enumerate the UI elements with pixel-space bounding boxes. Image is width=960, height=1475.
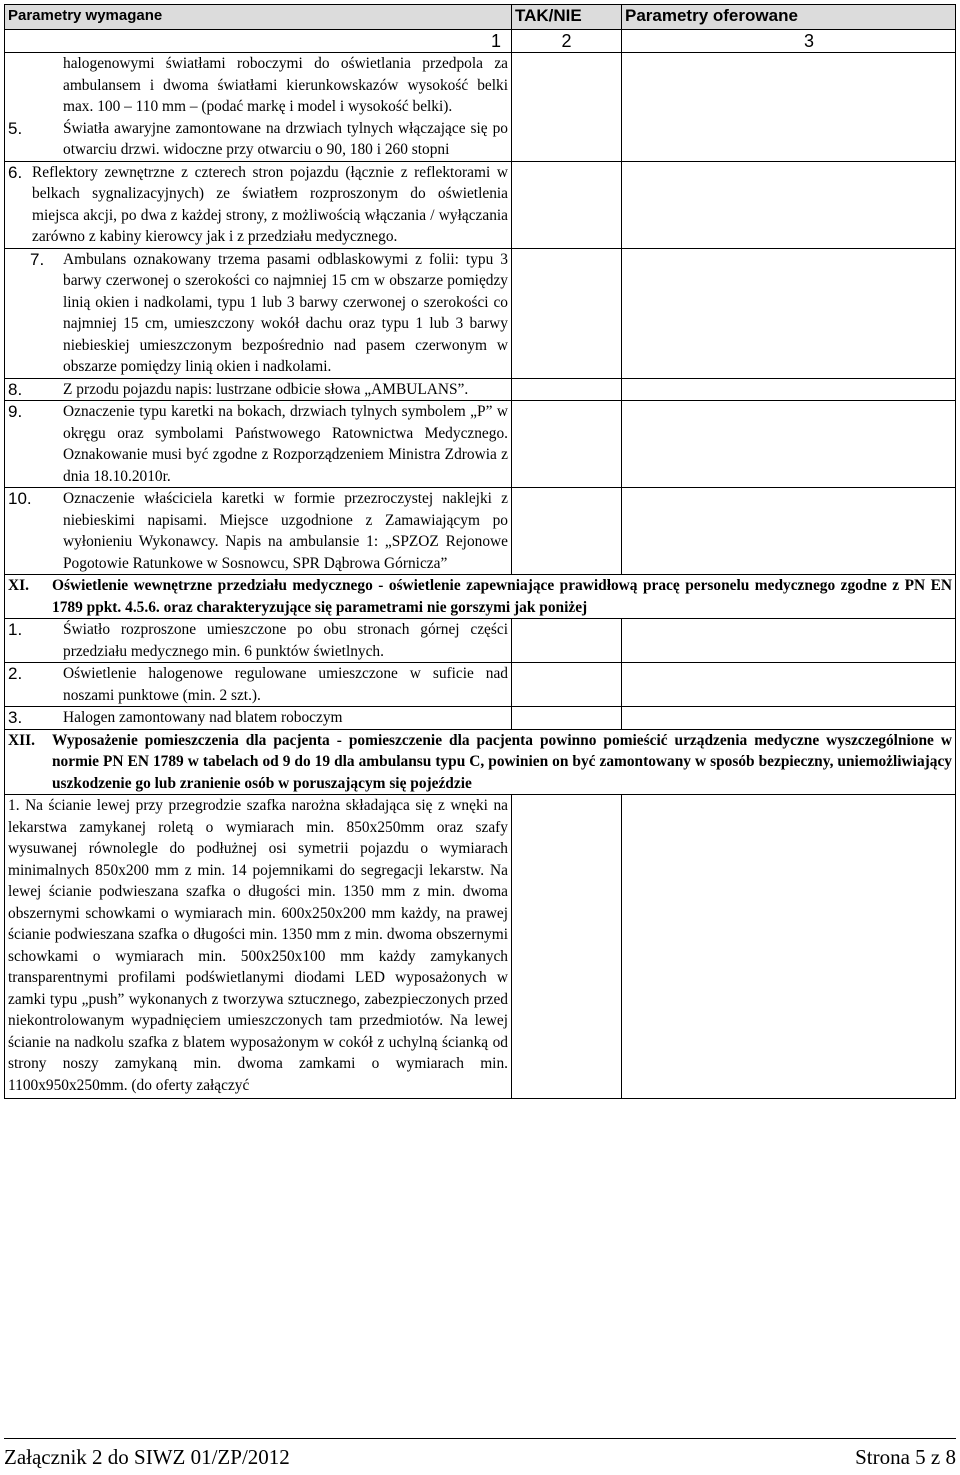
item-text: Z przodu pojazdu napis: lustrzane odbicie słowa „AMBULANS”. bbox=[63, 380, 469, 398]
requirement-cell bbox=[5, 161, 512, 248]
section-heading bbox=[8, 575, 952, 618]
item-text: Światło rozproszone umieszczone po obu stronach górnej części przedziału medycznego min. 6 punktów świetlnych. bbox=[63, 621, 508, 660]
yes-no-cell[interactable] bbox=[512, 663, 622, 707]
yes-no-cell[interactable] bbox=[512, 707, 622, 730]
table-header-row bbox=[5, 5, 956, 30]
list-item bbox=[8, 249, 508, 378]
list-item bbox=[8, 707, 508, 729]
yes-no-cell[interactable] bbox=[512, 401, 622, 488]
offered-cell[interactable] bbox=[622, 619, 956, 663]
yes-no-cell[interactable] bbox=[512, 53, 622, 162]
header-required-params: Parametry wymagane bbox=[5, 5, 512, 30]
section-heading-xi bbox=[5, 575, 956, 619]
table-row bbox=[5, 53, 956, 162]
section-number: XII. bbox=[8, 731, 35, 749]
requirement-cell bbox=[5, 663, 512, 707]
table-row bbox=[5, 663, 956, 707]
requirement-cell bbox=[5, 53, 512, 162]
section-number: XI. bbox=[8, 577, 29, 594]
table-row bbox=[5, 795, 956, 1099]
column-number-row bbox=[5, 30, 956, 53]
table-row bbox=[5, 161, 956, 248]
section-title: Oświetlenie wewnętrzne przedziału medycznego - oświetlenie zapewniające prawidłową pracę personelu medycznego zgodne z PN EN 1789 ppkt. 4.5.6. oraz charakteryzujące się parametrami nie gorszymi jak poniżej bbox=[52, 577, 952, 616]
header-offered-params: Parametry oferowane bbox=[622, 5, 956, 30]
list-item bbox=[8, 53, 508, 118]
list-item bbox=[8, 663, 508, 706]
section-row bbox=[5, 575, 956, 619]
item-number: 5. bbox=[8, 118, 23, 138]
footer-document-ref: Załącznik 2 do SIWZ 01/ZP/2012 bbox=[4, 1444, 290, 1469]
yes-no-cell[interactable] bbox=[512, 161, 622, 248]
offered-cell[interactable] bbox=[622, 378, 956, 401]
offered-cell[interactable] bbox=[622, 707, 956, 730]
offered-cell[interactable] bbox=[622, 161, 956, 248]
list-item bbox=[8, 379, 508, 401]
requirement-cell bbox=[5, 401, 512, 488]
requirement-cell bbox=[5, 619, 512, 663]
item-text: Halogen zamontowany nad blatem roboczym bbox=[63, 709, 343, 726]
specification-table bbox=[4, 4, 956, 1099]
yes-no-cell[interactable] bbox=[512, 248, 622, 378]
requirement-cell bbox=[5, 488, 512, 575]
table-row bbox=[5, 488, 956, 575]
list-item bbox=[8, 162, 508, 248]
section-heading bbox=[8, 730, 952, 795]
table-row bbox=[5, 707, 956, 730]
item-text: Oznaczenie typu karetki na bokach, drzwiach tylnych symbolem „P” w okręgu oraz symbolami Państwowego Ratownictwa Medycznego. Oznakowanie musi być zgodne z Rozporządzeniem Ministra Zdrowia z dnia 18.10.2010r. bbox=[63, 403, 508, 485]
list-item bbox=[8, 795, 508, 1096]
column-number-2: 2 bbox=[512, 30, 622, 53]
offered-cell[interactable] bbox=[622, 488, 956, 575]
item-text: 1. Na ścianie lewej przy przegrodzie szafka narożna składająca się z wnęki na lekarstwa zamykanej roletą o wymiarach min. 850x250mm oraz szafy wysuwanej równolegle do podłużnej osi symetrii pojazdu o wymiarach minimalnych 850x200 mm z min. 14 pojemnikami do segregacji lekarstw. Na lewej ścianie podwieszana szafka o długości min. 1350 mm z min. dwoma obszernymi schowkami o wymiarach min. 600x250x200 mm każdy, na prawej ścianie podwieszana szafka o długości min. 1350 mm z min. dwoma obszernymi schowkami o wymiarach min. 500x250x100 mm każdy zamykanych transparentnymi profilami podświetlanymi diodami LED wyposażonych w zamki typu „push” wykonanych z tworzywa sztucznego, zabezpieczonych przed niekontrolowanym wypadnięciem umieszczonych tam przedmiotów. Na lewej ścianie na nadkolu szafka z blatem wyposażonym w cokół z uchylną ścianką od strony noszy zamykaną min. dwoma zamkami o wymiarach min. 1100x950x250mm. (do oferty załączyć bbox=[8, 797, 508, 1094]
column-number-1: 1 bbox=[5, 30, 512, 53]
item-number: 8. bbox=[8, 379, 23, 399]
offered-cell[interactable] bbox=[622, 248, 956, 378]
offered-cell[interactable] bbox=[622, 795, 956, 1099]
section-row bbox=[5, 729, 956, 795]
table-row bbox=[5, 401, 956, 488]
header-yes-no: TAK/NIE bbox=[512, 5, 622, 30]
table-row bbox=[5, 248, 956, 378]
item-number: 6. bbox=[8, 162, 23, 182]
table-row bbox=[5, 619, 956, 663]
column-number-3: 3 bbox=[622, 30, 956, 53]
list-item bbox=[8, 118, 508, 161]
footer-page-number: Strona 5 z 8 bbox=[855, 1444, 956, 1469]
offered-cell[interactable] bbox=[622, 53, 956, 162]
requirement-cell bbox=[5, 795, 512, 1099]
item-number: 2. bbox=[8, 664, 23, 683]
item-text: Ambulans oznakowany trzema pasami odblaskowymi z folii: typu 3 barwy czerwonej o szerokości co najmniej 15 cm w obszarze pomiędzy linią okien i nadkolami, typu 1 lub 3 barwy czerwonej o szerokości co najmniej 15 cm, umieszczony wokół dachu oraz typu 1 lub 3 barwy niebieskiej umieszczonym bezpośrednio nad pasem czerwonym w obszarze pomiędzy linią okien i nadkolami. bbox=[63, 250, 508, 375]
requirement-cell bbox=[5, 707, 512, 730]
requirement-cell bbox=[5, 248, 512, 378]
yes-no-cell[interactable] bbox=[512, 795, 622, 1099]
list-item bbox=[8, 619, 508, 662]
requirement-cell bbox=[5, 378, 512, 401]
item-number: 9. bbox=[8, 402, 23, 421]
item-number: 10. bbox=[8, 489, 32, 508]
yes-no-cell[interactable] bbox=[512, 619, 622, 663]
section-heading-xii bbox=[5, 729, 956, 795]
offered-cell[interactable] bbox=[622, 401, 956, 488]
item-text: Reflektory zewnętrzne z czterech stron pojazdu (łącznie z reflektorami w belkach sygnalizacyjnych) ze światłem rozproszonym do oświetlenia miejsca akcji, po dwa z każdej strony, z możliwością włączania / wyłączania zarówno z kabiny kierowcy jak i z przedziału medycznego. bbox=[32, 163, 508, 245]
table-row bbox=[5, 378, 956, 401]
section-title: Wyposażenie pomieszczenia dla pacjenta - pomieszczenie dla pacjenta powinno pomieścić urządzenia medyczne wyszczególnione w normie PN EN 1789 w tabelach od 9 do 19 dla ambulansu typu C, powinien on być zamontowany w sposób bezpieczny, uniemożliwiający uszkodzenie go lub zranienie osób w poruszającym się pojeździe bbox=[52, 731, 952, 792]
item-number: 3. bbox=[8, 708, 23, 727]
item-number: 1. bbox=[8, 620, 23, 639]
item-text: Oświetlenie halogenowe regulowane umieszczone w suficie nad noszami punktowe (min. 2 szt.). bbox=[63, 665, 508, 704]
yes-no-cell[interactable] bbox=[512, 378, 622, 401]
item-text: Oznaczenie właściciela karetki w formie przezroczystej naklejki z niebieskimi napisami. Miejsce uzgodnione z Zamawiającym po wyłonieniu Wykonawcy. Napis na ambulansie 1: „SPZOZ Rejonowe Pogotowie Ratunkowe w Sosnowcu, SPR Dąbrowa Górnicza” bbox=[63, 490, 508, 572]
item-text: Światła awaryjne zamontowane na drzwiach tylnych włączające się po otwarciu drzwi. widoczne przy otwarciu o 90, 180 i 260 stopni bbox=[63, 119, 508, 158]
page-footer bbox=[4, 1438, 956, 1475]
item-number: 7. bbox=[30, 249, 45, 269]
offered-cell[interactable] bbox=[622, 663, 956, 707]
list-item bbox=[8, 488, 508, 574]
yes-no-cell[interactable] bbox=[512, 488, 622, 575]
list-item bbox=[8, 401, 508, 487]
item-text: halogenowymi światłami roboczymi do oświetlania przedpola za ambulansem i dwoma światłami kierunkowskazów wysokość belki max. 100 – 110 mm – (podać markę i model i wysokość belki). bbox=[63, 55, 508, 115]
